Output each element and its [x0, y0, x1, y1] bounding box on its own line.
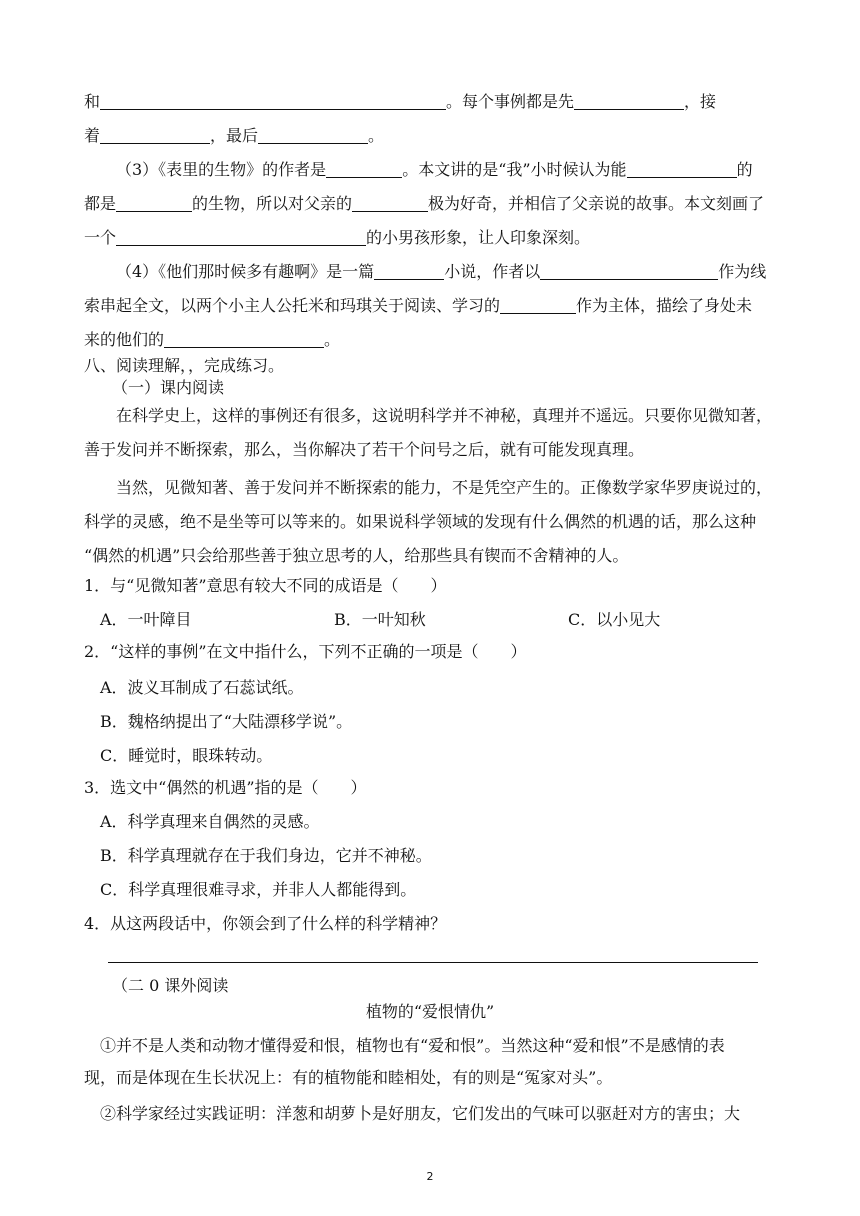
passage-line: 当然，见微知著、善于发问并不断探索的能力，不是凭空产生的。正像数学家华罗庚说过的，: [116, 478, 773, 497]
subsection-heading: （一）课内阅读: [112, 378, 225, 397]
fill-q2-line1: [84, 92, 716, 112]
question-3: 3．选文中“偶然的机遇”指的是（ ）: [84, 778, 367, 797]
option-c[interactable]: C．睡觉时，眼珠转动。: [100, 746, 273, 765]
answer-blank[interactable]: [627, 161, 737, 178]
fill-q2-line2: [84, 126, 384, 146]
text: ，最后: [210, 126, 259, 145]
text: 的: [736, 160, 753, 179]
fill-q3-line1: [116, 160, 753, 180]
text: 的生物，所以对父亲的: [192, 194, 353, 213]
section-heading: 八、阅读理解，，完成练习。: [84, 356, 285, 375]
text: 着: [84, 126, 101, 145]
text: 作为线: [718, 262, 767, 281]
text: 。本文讲的是“我”小时候认为能: [402, 160, 627, 179]
option-a[interactable]: A．波义耳制成了石蕊试纸。: [100, 678, 304, 697]
fill-q4-line2: [84, 296, 752, 316]
text: 小说，作者以: [444, 262, 541, 281]
answer-blank[interactable]: [258, 127, 368, 144]
option-b[interactable]: B．科学真理就存在于我们身边，它并不神秘。: [100, 846, 432, 865]
answer-blank[interactable]: [116, 195, 192, 212]
answer-blank[interactable]: [374, 263, 444, 280]
fill-q4-line3: [84, 330, 340, 350]
fill-q3-line3: [84, 228, 590, 248]
subsection-heading: （二 0 课外阅读: [112, 976, 229, 995]
question-4: 4．从这两段话中，你领会到了什么样的科学精神？: [84, 914, 447, 933]
page-number: 2: [426, 1170, 434, 1183]
passage-line: ②科学家经过实践证明：洋葱和胡萝卜是好朋友，它们发出的气味可以驱赶对方的害虫；大: [100, 1104, 741, 1123]
answer-line[interactable]: [108, 962, 758, 963]
answer-blank[interactable]: [574, 93, 684, 110]
option-b[interactable]: B．魏格纳提出了“大陆漂移学说”。: [100, 712, 353, 731]
passage-line: “偶然的机遇”只会给那些善于独立思考的人，给那些具有锲而不舍精神的人。: [84, 546, 629, 565]
passage-line: 善于发问并不断探索，那么，当你解决了若干个问号之后，就有可能发现真理。: [84, 440, 645, 459]
text: （3）《表里的生物》的作者是: [116, 160, 327, 179]
fill-q3-line2: [84, 194, 764, 214]
text: 。每个事例都是先: [446, 92, 575, 111]
answer-blank[interactable]: [326, 161, 402, 178]
answer-blank[interactable]: [540, 263, 718, 280]
answer-blank[interactable]: [500, 297, 576, 314]
text: 来的他们的: [84, 330, 165, 349]
text: 一个: [84, 228, 117, 247]
option-b[interactable]: B．一叶知秋: [334, 610, 426, 629]
text: ，接: [684, 92, 717, 111]
text: （4）《他们那时候多有趣啊》是一篇: [116, 262, 375, 281]
passage-line: 在科学史上，这样的事例还有很多，这说明科学并不神秘，真理并不遥远。只要你见微知著，: [116, 406, 773, 425]
fill-q4-line1: [116, 262, 766, 282]
text: 作为主体，描绘了身处未: [576, 296, 753, 315]
answer-blank[interactable]: [352, 195, 428, 212]
text: 极为好奇，并相信了父亲说的故事。本文刻画了: [428, 194, 765, 213]
option-a[interactable]: A．科学真理来自偶然的灵感。: [100, 812, 320, 831]
answer-blank[interactable]: [116, 229, 366, 246]
option-a[interactable]: A．一叶障目: [100, 610, 192, 629]
passage-line: 现，而是体现在生长状况上：有的植物能和睦相处，有的则是“冤家对头”。: [84, 1068, 613, 1087]
text: 都是: [84, 194, 117, 213]
question-2: 2．“这样的事例”在文中指什么，下列不正确的一项是（ ）: [84, 642, 527, 661]
option-c[interactable]: C．科学真理很难寻求，并非人人都能得到。: [100, 880, 417, 899]
text: 的小男孩形象，让人印象深刻。: [366, 228, 591, 247]
option-c[interactable]: C．以小见大: [568, 610, 661, 629]
article-title: 植物的“爱恨情仇”: [365, 1002, 495, 1021]
text: 。: [368, 126, 385, 145]
answer-blank[interactable]: [164, 331, 324, 348]
text: 和: [84, 92, 101, 111]
passage-line: ①并不是人类和动物才懂得爱和恨，植物也有“爱和恨”。当然这种“爱和恨”不是感情的表: [100, 1036, 725, 1055]
text: 索串起全文，以两个小主人公托米和玛琪关于阅读、学习的: [84, 296, 501, 315]
answer-blank[interactable]: [100, 93, 446, 110]
text: 。: [324, 330, 341, 349]
question-1: 1．与“见微知著”意思有较大不同的成语是（ ）: [84, 576, 447, 595]
passage-line: 科学的灵感，绝不是坐等可以等来的。如果说科学领域的发现有什么偶然的机遇的话，那么这种: [84, 512, 757, 531]
answer-blank[interactable]: [100, 127, 210, 144]
